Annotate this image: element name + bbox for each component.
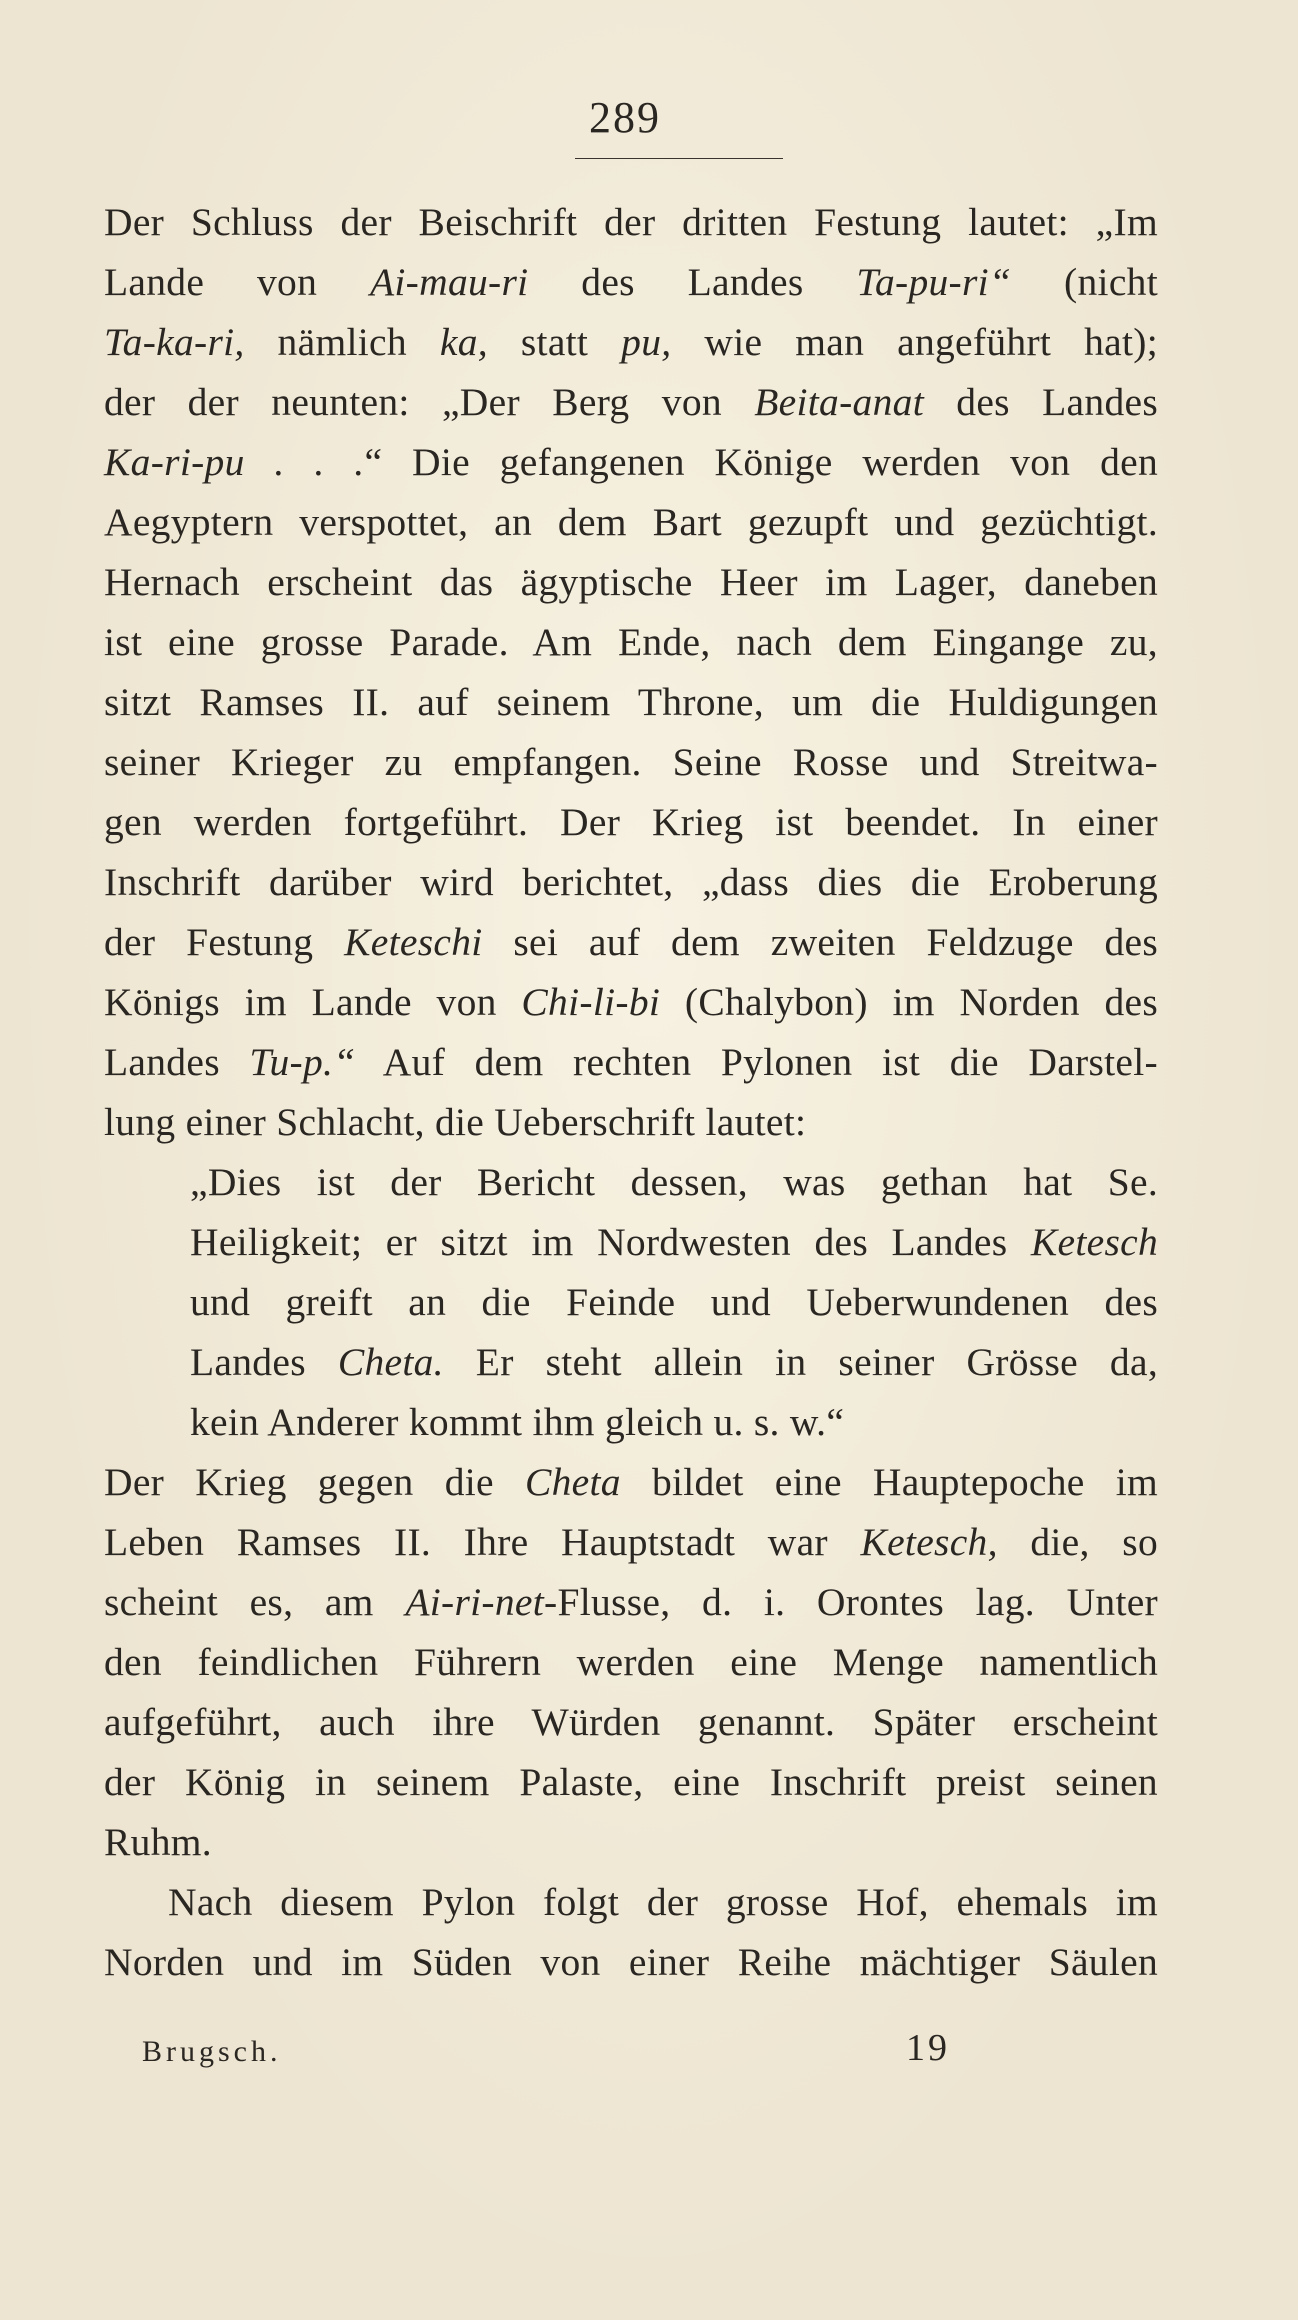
text-line xyxy=(104,1752,1158,1812)
italic-segment: Cheta xyxy=(524,1460,621,1504)
text-line xyxy=(104,1452,1158,1512)
text-line xyxy=(104,1932,1158,1992)
text-segment: -Flusse, d. i. Orontes lag. Unter xyxy=(544,1580,1159,1624)
text-segment: Hernach erscheint das ägyptische Heer im Lager, daneben xyxy=(104,560,1158,604)
text-segment: (Chalybon) im Norden des xyxy=(660,980,1158,1024)
text-segment: Landes xyxy=(190,1340,338,1384)
italic-segment: Chi-li-bi xyxy=(521,980,661,1024)
text-line xyxy=(104,372,1158,432)
text-segment: scheint es, am xyxy=(104,1580,406,1624)
italic-segment: Tu-p.“ xyxy=(249,1040,356,1084)
text-segment: Königs im Lande von xyxy=(104,980,522,1024)
text-line xyxy=(104,552,1158,612)
text-segment: seiner Krieger zu empfangen. Seine Rosse und Streitwa- xyxy=(104,740,1158,784)
text-segment: kein Anderer kommt ihm gleich u. s. w.“ xyxy=(190,1400,845,1444)
text-segment: Heiligkeit; er sitzt im Nordwesten des Landes xyxy=(190,1220,1031,1264)
text-line xyxy=(190,1152,1158,1212)
text-segment: Lande von xyxy=(104,260,370,304)
text-line xyxy=(104,852,1158,912)
italic-segment: Ka-ri-pu . . . xyxy=(104,440,365,484)
text-segment: die, so xyxy=(997,1520,1158,1564)
text-line xyxy=(104,492,1158,552)
italic-segment: Ketesch xyxy=(1030,1220,1158,1264)
text-line xyxy=(190,1272,1158,1332)
text-segment: aufgeführt, auch ihre Würden genannt. Später erscheint xyxy=(104,1700,1158,1744)
text-segment: statt xyxy=(487,320,622,364)
text-segment: der König in seinem Palaste, eine Inschrift preist seinen xyxy=(104,1760,1158,1804)
text-segment: Der Krieg gegen die xyxy=(104,1460,525,1504)
text-segment: „Dies ist der Bericht dessen, was gethan hat Se. xyxy=(190,1160,1158,1204)
text-segment: der der neunten: „Der Berg von xyxy=(104,380,755,424)
italic-segment: Keteschi xyxy=(344,920,483,964)
italic-segment: ka, xyxy=(439,320,488,364)
text-line xyxy=(104,612,1158,672)
text-segment: bildet eine Hauptepoche im xyxy=(620,1460,1158,1504)
text-segment: wie man angeführt hat); xyxy=(671,320,1159,364)
text-segment: lung einer Schlacht, die Ueberschrift lautet: xyxy=(104,1100,807,1144)
text-line xyxy=(190,1332,1158,1392)
italic-segment: Ta-pu-ri“ xyxy=(856,260,1012,304)
page-number: 289 xyxy=(589,93,661,142)
text-line xyxy=(104,972,1158,1032)
text-segment: des Landes xyxy=(923,380,1158,424)
text-segment: “ Die gefangenen Könige werden von den xyxy=(364,440,1158,484)
text-segment: des Landes xyxy=(528,260,857,304)
text-line xyxy=(104,312,1158,372)
header-rule xyxy=(575,158,783,159)
text-segment: Nach diesem Pylon folgt der grosse Hof, ehemals im xyxy=(168,1880,1158,1924)
text-line xyxy=(104,432,1158,492)
text-line xyxy=(104,252,1158,312)
italic-segment: Ketesch, xyxy=(860,1520,998,1564)
text-line xyxy=(168,1872,1158,1932)
italic-segment: Cheta. xyxy=(337,1340,444,1384)
text-line xyxy=(104,1092,1158,1152)
text-line xyxy=(104,1032,1158,1092)
text-segment: Norden und im Süden von einer Reihe mächtiger Säulen xyxy=(104,1940,1158,1984)
text-line xyxy=(190,1212,1158,1272)
italic-segment: Ai-mau-ri xyxy=(369,260,529,304)
italic-segment: Ta-ka-ri, xyxy=(104,320,245,364)
text-segment: Inschrift darüber wird berichtet, „dass dies die Eroberung xyxy=(104,860,1158,904)
text-line xyxy=(104,672,1158,732)
text-line xyxy=(104,1692,1158,1752)
text-segment: sitzt Ramses II. auf seinem Throne, um die Huldigungen xyxy=(104,680,1158,724)
text-segment: Ruhm. xyxy=(104,1820,212,1864)
text-segment: sei auf dem zweiten Feldzuge des xyxy=(482,920,1158,964)
text-segment: Leben Ramses II. Ihre Hauptstadt war xyxy=(104,1520,861,1564)
text-segment: und greift an die Feinde und Ueberwundenen des xyxy=(190,1280,1158,1324)
text-segment: Landes xyxy=(104,1040,250,1084)
text-segment: nämlich xyxy=(244,320,440,364)
text-line xyxy=(104,1632,1158,1692)
text-segment: (nicht xyxy=(1011,260,1158,304)
text-line xyxy=(104,1512,1158,1572)
italic-segment: Beita-anat xyxy=(754,380,924,424)
text-line xyxy=(104,1812,1158,1872)
text-segment: gen werden fortgeführt. Der Krieg ist beendet. In einer xyxy=(104,800,1158,844)
text-segment: der Festung xyxy=(104,920,345,964)
text-line xyxy=(104,912,1158,972)
text-segment: Auf dem rechten Pylonen ist die Darstel- xyxy=(355,1040,1158,1084)
text-line xyxy=(104,192,1158,252)
italic-segment: Ai-ri-net xyxy=(405,1580,545,1624)
printer-signature: Brugsch. xyxy=(142,2035,282,2068)
text-line xyxy=(104,1572,1158,1632)
text-line xyxy=(104,792,1158,852)
sheet-number: 19 xyxy=(906,2027,950,2069)
text-segment: den feindlichen Führern werden eine Menge namentlich xyxy=(104,1640,1158,1684)
italic-segment: pu, xyxy=(621,320,672,364)
text-segment: Aegyptern verspottet, an dem Bart gezupft und gezüchtigt. xyxy=(104,500,1158,544)
text-segment: Er steht allein in seiner Grösse da, xyxy=(443,1340,1158,1384)
text-segment: ist eine grosse Parade. Am Ende, nach dem Eingange zu, xyxy=(104,620,1158,664)
text-line xyxy=(104,732,1158,792)
text-line xyxy=(190,1392,1158,1452)
text-segment: Der Schluss der Beischrift der dritten Festung lautet: „Im xyxy=(104,200,1158,244)
